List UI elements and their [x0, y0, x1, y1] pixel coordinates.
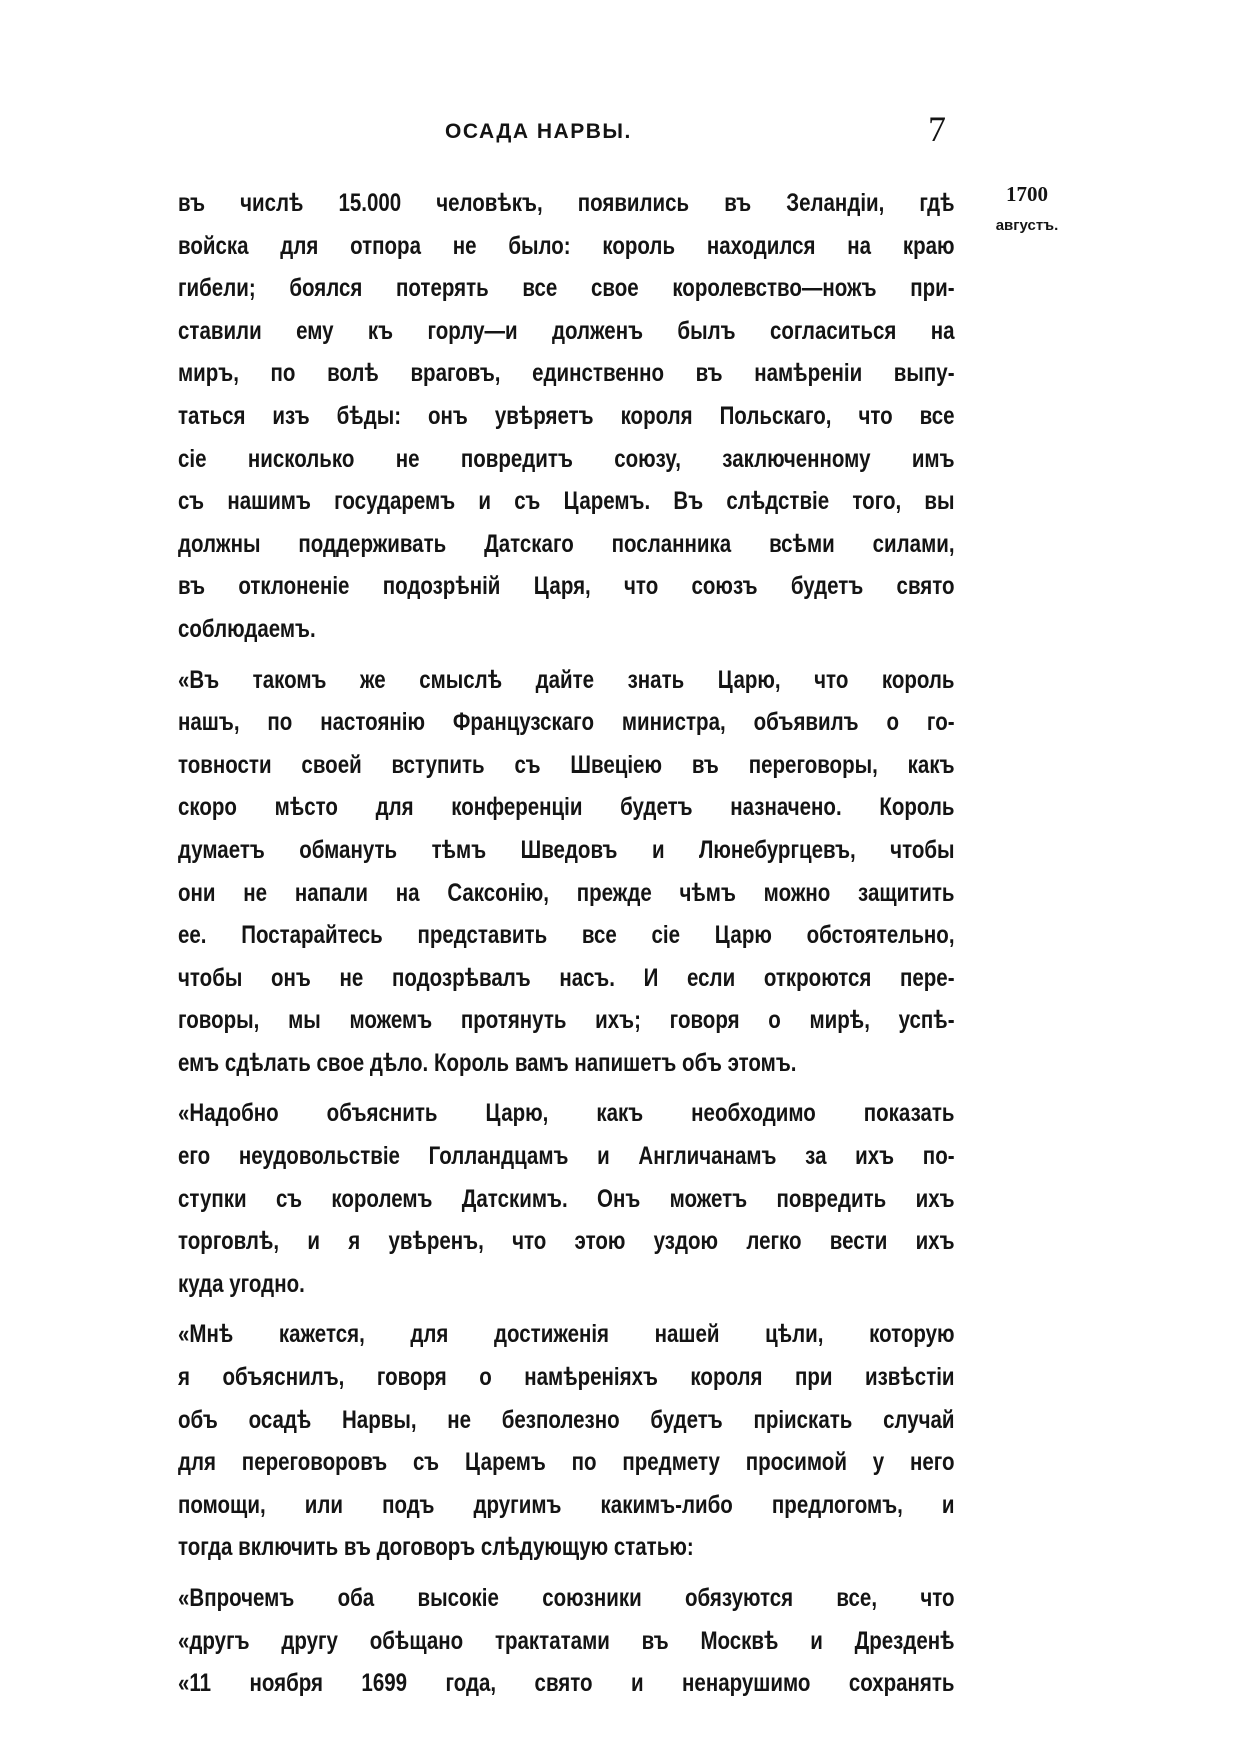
text-line: думаетъ обмануть тѣмъ Шведовъ и Люнебургцевъ, чтобы [178, 835, 955, 864]
paragraph [178, 1313, 955, 1569]
margin-note-month: августъ. [995, 217, 1059, 234]
text-line: говоры, мы можемъ протянуть ихъ; говоря о мирѣ, успѣ- [178, 1006, 955, 1035]
paragraph [178, 1092, 955, 1305]
text-line: соблюдаемъ. [178, 614, 316, 643]
text-line: сіе нисколько не повредитъ союзу, заключенному имъ [178, 444, 955, 473]
text-line: его неудовольствіе Голландцамъ и Англичанамъ за ихъ по- [178, 1142, 955, 1171]
text-line: для переговоровъ съ Царемъ по предмету просимой у него [178, 1448, 955, 1477]
text-line: въ отклоненіе подозрѣній Царя, что союзъ будетъ свято [178, 572, 955, 601]
text-line: торговлѣ, и я увѣренъ, что этою уздою легко вести ихъ [178, 1227, 955, 1256]
paragraph [178, 1577, 955, 1705]
text-line: «11 ноября 1699 года, свято и ненарушимо сохранять [178, 1669, 955, 1698]
text-line: товности своей вступить съ Швеціею въ переговоры, какъ [178, 750, 955, 779]
text-line: я объяснилъ, говоря о намѣреніяхъ короля при извѣстіи [178, 1363, 955, 1392]
text-line: миръ, по волѣ враговъ, единственно въ намѣреніи выпу- [178, 359, 955, 388]
text-line: должны поддерживать Датскаго посланника всѣми силами, [178, 529, 955, 558]
text-line: объ осадѣ Нарвы, не безполезно будетъ пріискать случай [178, 1405, 955, 1434]
text-line: нашъ, по настоянію Французскаго министра, объявилъ о го- [178, 708, 955, 737]
text-line: куда угодно. [178, 1269, 305, 1298]
margin-note-year: 1700 [1006, 182, 1048, 206]
text-line: «Въ такомъ же смыслѣ дайте знать Царю, что король [178, 665, 955, 694]
text-line: емъ сдѣлать свое дѣло. Король вамъ напишетъ объ этомъ. [178, 1048, 797, 1077]
text-line: ступки съ королемъ Датскимъ. Онъ можетъ повредить ихъ [178, 1184, 955, 1213]
text-line: съ нашимъ государемъ и съ Царемъ. Въ слѣдствіе того, вы [178, 487, 955, 516]
page-number: 7 [928, 109, 946, 149]
text-line: они не напали на Саксонію, прежде чѣмъ можно защитить [178, 878, 955, 907]
text-line: «другъ другу обѣщано трактатами въ Москвѣ и Дрезденѣ [178, 1626, 955, 1655]
text-line: войска для отпора не было: король находился на краю [178, 231, 955, 260]
paragraph [178, 182, 955, 651]
text-line: «Мнѣ кажется, для достиженія нашей цѣли, которую [178, 1320, 955, 1349]
running-header-title: ОСАДА НАРВЫ. [445, 120, 632, 143]
body-text [178, 182, 955, 1705]
paragraph [178, 659, 955, 1085]
text-line: ее. Постарайтесь представить все сіе Царю обстоятельно, [178, 921, 955, 950]
text-line: таться изъ бѣды: онъ увѣряетъ короля Польскаго, что все [178, 401, 955, 430]
text-line: тогда включить въ договоръ слѣдующую статью: [178, 1533, 694, 1562]
text-line: гибели; боялся потерять все свое королевство—ножъ при- [178, 274, 955, 303]
text-line: въ числѣ 15.000 человѣкъ, появились въ Зеландіи, гдѣ [178, 189, 955, 217]
text-line: скоро мѣсто для конференціи будетъ назначено. Король [178, 793, 955, 822]
text-line: чтобы онъ не подозрѣвалъ насъ. И если откроются пере- [178, 963, 955, 992]
text-line: ставили ему къ горлу—и долженъ былъ согласиться на [178, 316, 955, 345]
text-line: «Впрочемъ оба высокіе союзники обязуются все, что [178, 1584, 955, 1612]
text-line: помощи, или подъ другимъ какимъ-либо предлогомъ, и [178, 1490, 955, 1519]
text-line: «Надобно объяснить Царю, какъ необходимо показать [178, 1099, 955, 1128]
